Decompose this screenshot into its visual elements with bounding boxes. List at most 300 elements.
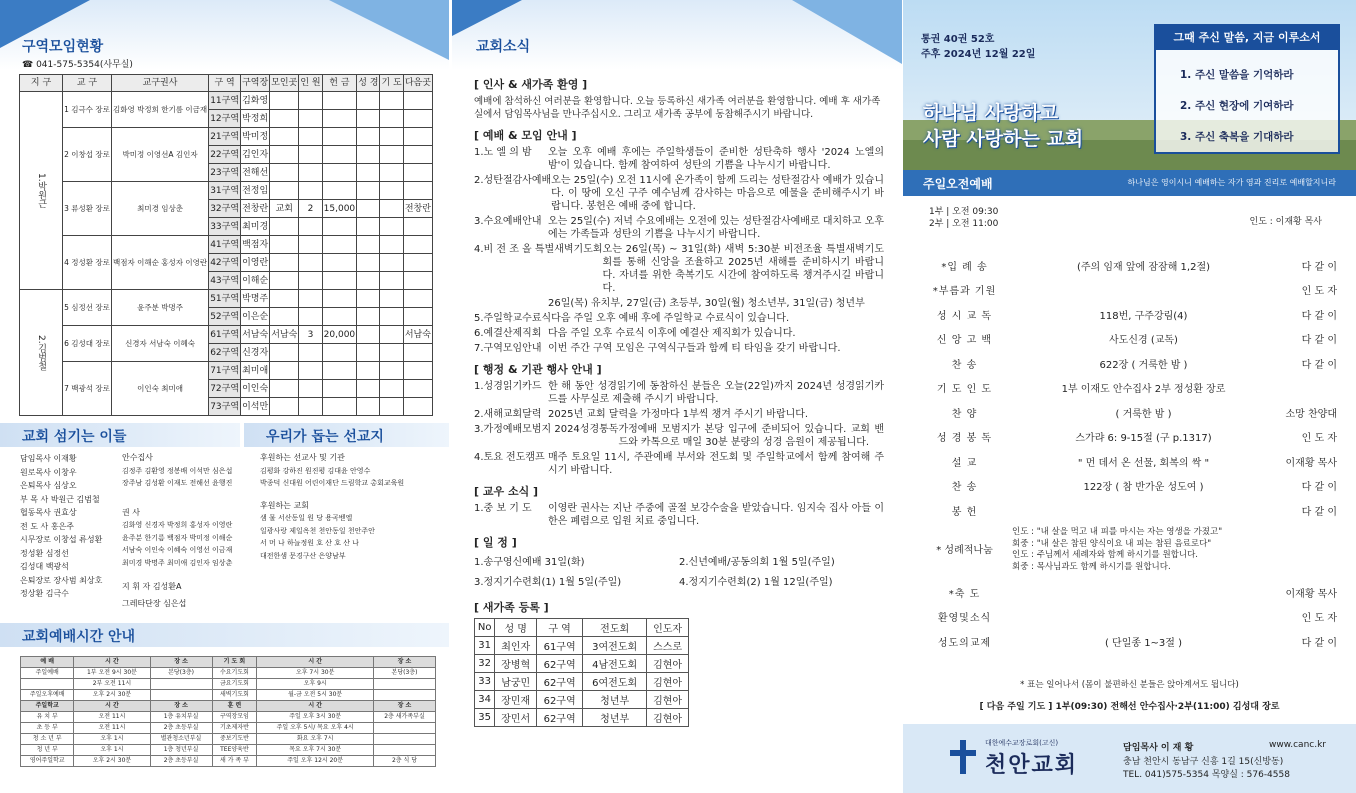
data-cell	[357, 254, 380, 272]
time-second: 2부 | 오전 11:00	[929, 219, 999, 229]
parish-cell: 6 김성대 장로	[63, 326, 112, 362]
data-cell	[357, 326, 380, 344]
table-cell: 2층 초등부실	[150, 723, 212, 734]
table-cell: 월-금 오전 5시 30분	[257, 690, 374, 701]
table-cell: 33	[475, 673, 495, 691]
order-item-leader: 다 같 이	[1301, 261, 1337, 273]
kwonsa-cell: 이인숙 최미애	[111, 362, 208, 416]
news-item-label: 7.구역모임안내	[474, 343, 542, 354]
column-header: 장 소	[150, 701, 212, 712]
table-cell: 2부 오전 11시	[74, 679, 150, 690]
data-cell	[380, 398, 403, 416]
data-cell	[270, 254, 299, 272]
data-cell	[299, 236, 322, 254]
communion-text	[1012, 527, 1222, 573]
data-cell	[403, 254, 432, 272]
table-cell: 기초제자반	[212, 723, 257, 734]
data-cell	[357, 164, 380, 182]
order-item-name: *부름과 기원	[932, 286, 997, 298]
table-cell: 4남전도회	[583, 655, 647, 673]
column-header: 교구권사	[111, 75, 208, 92]
zone-cell: 71구역	[209, 362, 241, 380]
zone-cell: 32구역	[209, 200, 241, 218]
table-head-row	[21, 701, 436, 712]
data-cell	[322, 146, 357, 164]
table-cell: 62구역	[537, 691, 583, 709]
admin-heading: [ 행정 & 기관 행사 안내 ]	[474, 363, 602, 376]
table-row	[21, 679, 436, 690]
data-cell	[322, 290, 357, 308]
zone-cell: 31구역	[209, 182, 241, 200]
data-cell	[380, 92, 403, 110]
table-cell: 김현아	[647, 709, 689, 727]
table-cell: 김현아	[647, 691, 689, 709]
zone-cell: 62구역	[209, 344, 241, 362]
table-row	[475, 709, 689, 727]
table-cell: 스스로	[647, 637, 689, 655]
order-item-name: 설 교	[951, 457, 978, 469]
news-item-label: 4.토요 전도캠프	[474, 452, 545, 463]
name-line: 박종덕 신대원 어린이재단 드림학교 총회교육원	[260, 479, 405, 487]
table-cell	[150, 690, 212, 701]
data-cell	[299, 290, 322, 308]
name-line: 샘 물 서산동일 원 당 용곡벧엘	[260, 514, 353, 522]
order-item-detail: 622장 ( 거룩한 밤 )	[1099, 359, 1188, 371]
data-cell	[299, 110, 322, 128]
order-item-leader: 인 도 자	[1301, 286, 1337, 298]
data-cell	[270, 290, 299, 308]
slogan	[923, 100, 1083, 152]
table-cell: 3여전도회	[583, 637, 647, 655]
table-cell: 본당(3층)	[374, 668, 436, 679]
zone-cell: 12구역	[209, 110, 241, 128]
table-cell: 오후 2시 30분	[74, 756, 150, 767]
table-cell: 35	[475, 709, 495, 727]
data-cell	[322, 380, 357, 398]
data-cell	[403, 128, 432, 146]
order-item-leader: 이재황 목사	[1285, 588, 1337, 600]
order-item-leader: 소망 찬양대	[1285, 408, 1337, 420]
table-cell: 수요기도회	[212, 668, 257, 679]
name-line: 김평화 강하진 원진평 김대윤 안영수	[260, 466, 371, 475]
table-cell: 오후 2시 30분	[74, 690, 150, 701]
table-row	[21, 723, 436, 734]
data-cell	[357, 110, 380, 128]
kwonsa-cell: 박미정 이영선A 김인자	[111, 128, 208, 182]
table-cell: 2층 초등부실	[150, 756, 212, 767]
table-cell: 새벽기도회	[212, 690, 257, 701]
prayer-request: 1.중 보 기 도 이영란 권사는 지난 주중에 골절 보강수술을 받았습니다. 임지숙 집사 아들 이한은 폐렴으로 입원 치료 중입니다.	[474, 503, 884, 527]
data-cell	[357, 146, 380, 164]
table-cell	[374, 690, 436, 701]
servant-entry: 협동목사 권효상	[20, 508, 77, 517]
worship-heading: [ 예배 & 모임 안내 ]	[474, 129, 577, 142]
order-item-name: 찬 송	[951, 482, 978, 494]
data-cell	[357, 128, 380, 146]
communion-line: 회중 : "내 살은 참된 양식이요 내 피는 참된 음료로다"	[1012, 538, 1212, 549]
order-item-name: 환영및소식	[937, 613, 992, 625]
table-cell: 6여전도회	[583, 673, 647, 691]
data-cell	[380, 182, 403, 200]
service-leader: 인도 : 이재황 목사	[1249, 217, 1322, 227]
pastor-name: 담임목사 이 재 황	[1123, 743, 1194, 753]
missions-block	[260, 452, 445, 562]
leader-cell: 최미경	[241, 218, 270, 236]
news-item	[474, 312, 884, 325]
table-cell: 1층 유치부실	[150, 712, 212, 723]
order-item-name: 성도의교제	[937, 637, 992, 649]
column-header: 훈 련	[212, 701, 257, 712]
news-item-text: 한 해 동안 성경읽기에 동참하신 분들은 오늘(22일)까지 2024년 성경읽기카드를 사무실로 제출해 주시기 바랍니다.	[548, 381, 884, 405]
news-item-label: 3.수요예배안내	[474, 216, 542, 227]
data-cell: 교회	[270, 200, 299, 218]
table-cell: 별관청소년부실	[150, 734, 212, 745]
table-cell: 오전 11시	[74, 712, 150, 723]
data-cell	[357, 308, 380, 326]
order-item-name: 성 시 교 독	[936, 310, 993, 322]
data-cell: 서남숙	[270, 326, 299, 344]
table-cell: 오전 11시	[74, 723, 150, 734]
column-header: 주일학교	[21, 701, 74, 712]
order-item-leader: 다 같 이	[1301, 359, 1337, 371]
leader-cell: 김화영	[241, 92, 270, 110]
data-cell	[299, 398, 322, 416]
table-cell: 62구역	[537, 655, 583, 673]
zone-cell: 23구역	[209, 164, 241, 182]
data-cell	[357, 362, 380, 380]
data-cell	[322, 398, 357, 416]
table-cell: 오후 1시	[74, 734, 150, 745]
order-item-leader: 이재황 목사	[1285, 457, 1337, 469]
website-link[interactable]: www.canc.kr	[1268, 740, 1326, 750]
leader-cell: 서남숙	[241, 326, 270, 344]
table-cell: 김현아	[647, 655, 689, 673]
table-cell: 장민서	[495, 709, 537, 727]
table-cell: 초 등 부	[21, 723, 74, 734]
table-cell: 오후 1시	[74, 745, 150, 756]
table-cell: TEE양육반	[212, 745, 257, 756]
zone-cell: 33구역	[209, 218, 241, 236]
service-title: 주일오전예배	[923, 177, 993, 191]
data-cell	[299, 164, 322, 182]
table-cell: 주일 오후 3시 30분	[257, 712, 374, 723]
data-cell: 3	[299, 326, 322, 344]
order-item-leader: 인 도 자	[1301, 433, 1337, 445]
table-cell: 남궁민	[495, 673, 537, 691]
table-row	[475, 655, 689, 673]
schedule-item: 2.신년예배/공동의회 1월 5일(주일)	[679, 557, 835, 568]
column-header: 장 소	[150, 657, 212, 668]
schedule-item: 1.송구영신예배 31일(화)	[474, 557, 585, 568]
servant-entry: 시무장로 이창섭 류성환	[20, 535, 103, 544]
gwonsa-title: 권 사	[122, 507, 140, 517]
members-heading: [ 교우 소식 ]	[474, 485, 539, 498]
table-cell	[374, 679, 436, 690]
data-cell	[357, 290, 380, 308]
news-item-text: 다음 주일 오후 예배 후에 주일학교 수료식이 있습니다.	[551, 313, 790, 324]
data-cell	[322, 218, 357, 236]
missionary-list	[260, 465, 445, 490]
parish-cell: 2 이창섭 장로	[63, 128, 112, 182]
motto-box	[1154, 24, 1340, 154]
table-cell: 청 년 부	[21, 745, 74, 756]
zone-cell: 52구역	[209, 308, 241, 326]
data-cell	[380, 308, 403, 326]
table-row	[21, 756, 436, 767]
address: 충남 천안시 동남구 신흥 1길 15(신방동)	[1123, 757, 1284, 767]
worship-times-title: 교회예배시간 안내	[0, 623, 449, 647]
newcomer-table	[474, 618, 689, 727]
parish-cell: 5 심정선 장로	[63, 290, 112, 326]
column-header: 성 명	[495, 619, 537, 637]
order-item	[917, 605, 1356, 630]
schedule-item: 3.정지기수련회(1) 1월 5일(주일)	[474, 577, 622, 588]
name-line: 윤주분 한기름 백점자 박미정 이해순	[122, 533, 233, 542]
column-header: 장 소	[374, 701, 436, 712]
table-cell: 오후 9시	[257, 679, 374, 690]
motto-item: 1. 주신 말씀을 기억하라	[1180, 69, 1294, 81]
column-header: 시 간	[257, 701, 374, 712]
news-item	[474, 174, 884, 213]
data-cell	[380, 146, 403, 164]
office-phone: ☎ 041-575-5354(사무실)	[22, 60, 133, 70]
servant-entry: 전 도 사 홍은주	[20, 521, 74, 531]
data-cell	[322, 272, 357, 290]
communion-row	[917, 527, 1356, 573]
district-panel	[0, 0, 449, 793]
data-cell	[357, 218, 380, 236]
leader-cell: 이해순	[241, 272, 270, 290]
data-cell	[299, 92, 322, 110]
leader-cell: 이인숙	[241, 380, 270, 398]
table-head-row	[21, 657, 436, 668]
zone-cell: 41구역	[209, 236, 241, 254]
data-cell	[380, 218, 403, 236]
denomination: 대한예수교장로회(고신)	[985, 739, 1059, 747]
service-verse: 하나님은 영이시니 예배하는 자가 영과 진리로 예배할지니라	[1127, 178, 1336, 187]
data-cell	[403, 236, 432, 254]
order-item-detail: 118번, 구주강림(4)	[1099, 310, 1188, 322]
order-item	[917, 474, 1356, 499]
column-header: 시 간	[74, 657, 150, 668]
data-cell	[380, 272, 403, 290]
newcomer-heading: [ 새가족 등록 ]	[474, 601, 549, 614]
order-item-detail: " 먼 데서 온 선물, 회복의 싹 "	[1077, 457, 1210, 469]
table-cell: 1층 청년부실	[150, 745, 212, 756]
data-cell	[380, 200, 403, 218]
issue-info	[921, 32, 1035, 62]
table-cell: 1부 오전 9시 30분	[74, 668, 150, 679]
church-name: 천안교회	[985, 753, 1079, 778]
order-item	[917, 302, 1356, 327]
issue-number: 통권 40권 52호	[921, 34, 995, 45]
news-item	[474, 451, 884, 477]
data-cell	[270, 344, 299, 362]
data-cell	[357, 344, 380, 362]
data-cell	[380, 128, 403, 146]
dawn-prayer-schedule: 26일(목) 유치부, 27일(금) 초등부, 30일(월) 청소년부, 31일(금) 청년부	[548, 298, 865, 309]
data-cell	[270, 380, 299, 398]
order-item-leader: 다 같 이	[1301, 482, 1337, 494]
table-row	[20, 290, 433, 308]
data-cell	[322, 92, 357, 110]
data-cell	[380, 380, 403, 398]
column-header: 다음곳	[403, 75, 432, 92]
motto-title: 그때 주신 말씀, 지금 이루소서	[1156, 26, 1338, 50]
order-item-leader: 다 같 이	[1301, 506, 1337, 518]
column-header: 모인곳	[270, 75, 299, 92]
data-cell	[270, 146, 299, 164]
data-cell	[299, 254, 322, 272]
order-item-leader: 다 같 이	[1301, 335, 1337, 347]
leader-cell: 이영란	[241, 254, 270, 272]
order-item-name: 봉 헌	[951, 506, 978, 518]
news-item	[474, 243, 884, 295]
kwonsa-cell: 백점자 이해순 홍성자 이영란	[111, 236, 208, 290]
zone-cell: 73구역	[209, 398, 241, 416]
column-header: 헌 금	[322, 75, 357, 92]
news-item	[474, 146, 884, 172]
time-first: 1부 | 오전 09:30	[929, 207, 999, 217]
servant-entry: 은퇴장로 장사범 최상호	[20, 575, 103, 585]
order-item	[917, 351, 1356, 376]
standing-note: * 표는 일어나서 (몸이 불편하신 분들은 앉아계셔도 됩니다)	[1020, 680, 1239, 690]
gwonsa-list	[122, 519, 246, 569]
communion-line: 회중 : 목사님과도 함께 하시기를 원합니다.	[1012, 561, 1171, 572]
data-cell: 2	[299, 200, 322, 218]
data-cell	[322, 308, 357, 326]
data-cell: 15,000	[322, 200, 357, 218]
zone-cell: 43구역	[209, 272, 241, 290]
motto-item: 3. 주신 축복을 기대하라	[1180, 131, 1294, 143]
kwonsa-cell: 윤주분 박명주	[111, 290, 208, 326]
leader-cell: 이은순	[241, 308, 270, 326]
column-header: 시 간	[257, 657, 374, 668]
data-cell	[403, 398, 432, 416]
district-title: 구역모임현황	[22, 39, 104, 55]
order-item-leader: 인 도 자	[1301, 613, 1337, 625]
data-cell	[357, 236, 380, 254]
news-title: 교회소식	[476, 39, 531, 55]
news-item-label: 6.예결산제직회	[474, 328, 542, 339]
telephone: TEL. 041)575-5354 목양실 : 576-4558	[1123, 770, 1290, 780]
data-cell	[380, 164, 403, 182]
data-cell	[299, 146, 322, 164]
table-row	[475, 637, 689, 655]
data-cell	[380, 110, 403, 128]
data-cell	[270, 362, 299, 380]
column-header: 전도회	[583, 619, 647, 637]
table-cell	[374, 745, 436, 756]
data-cell: 20,000	[322, 326, 357, 344]
table-cell: 61구역	[537, 637, 583, 655]
order-of-service	[917, 253, 1356, 523]
leader-cell: 전창란	[241, 200, 270, 218]
table-cell: 62구역	[537, 709, 583, 727]
order-item	[917, 425, 1356, 450]
table-cell: 주일 오후 5시/ 목요 오후 4시	[257, 723, 374, 734]
order-item	[917, 629, 1356, 654]
news-item-label: 1.노 엘 의 밤	[474, 147, 532, 158]
service-band	[903, 170, 1356, 196]
greeting-text: 예배에 참석하신 여러분을 환영합니다. 오늘 등록하신 새가족 여러분을 환영합니다. 예배 후 새가족실에서 담임목사님을 만나주십시오. 그리고 새가족 공부에 동참해주시기 바랍니다.	[474, 96, 881, 120]
table-cell: 34	[475, 691, 495, 709]
zone-cell: 51구역	[209, 290, 241, 308]
church-logo-icon	[948, 740, 978, 774]
communion-label: * 성례적나눔	[936, 545, 993, 556]
table-row	[20, 128, 433, 146]
news-item-label: 5.주일학교수료식	[474, 313, 552, 324]
order-item-name: 기 도 인 도	[936, 384, 993, 396]
data-cell	[403, 164, 432, 182]
order-item	[917, 253, 1356, 278]
order-item-name: 신 앙 고 백	[936, 335, 993, 347]
column-header: 인 원	[299, 75, 322, 92]
order-item-name: *축 도	[948, 588, 981, 600]
conductor: 지 휘 자 김성환A	[122, 582, 182, 591]
news-item-text: 오는 26일(목) ~ 31일(화) 새벽 5:30분 비전조율 특별새벽기도회를 통해 신앙을 조율하고 2025년 새해를 준비하시기 바랍니다. 자녀를 위한 축복기도 시간에 참여하도록 챙겨주시길 바랍니다.	[602, 244, 884, 294]
table-cell: 최인자	[495, 637, 537, 655]
zone-cell: 42구역	[209, 254, 241, 272]
table-row	[20, 92, 433, 110]
table-cell: 김현아	[647, 673, 689, 691]
data-cell	[403, 380, 432, 398]
order-item	[917, 400, 1356, 425]
order-item-detail: ( 단일종 1~3절 )	[1104, 637, 1183, 649]
parish-cell: 1 김극수 장로	[63, 92, 112, 128]
missionary-title: 후원하는 선교사 및 기관	[260, 453, 345, 462]
table-cell: 금요기도회	[212, 679, 257, 690]
table-row	[21, 690, 436, 701]
news-item-text: 가정예배 모범지가 본당 입구에 준비되어 있습니다. 교회 밴드와 카톡으로 매일 30분 분량의 성경 음원이 제공됩니다.	[618, 424, 884, 448]
table-cell: 화요 오후 7시	[257, 734, 374, 745]
news-item-text: 오는 25일(수) 오전 11시에 온가족이 함께 드리는 성탄절감사 예배가 있습니다. 이 땅에 오신 구주 예수님께 감사하는 마음으로 예물을 준비해주시기 바랍니다. 봉헌은 예배 중에 합니다.	[551, 175, 884, 212]
news-item-label: 4.비 전 조 올 특별새벽기도회	[474, 244, 603, 255]
servant-entry: 은퇴목사 심상오	[20, 481, 77, 490]
data-cell	[299, 182, 322, 200]
leader-cell: 박미정	[241, 128, 270, 146]
issue-date: 주후 2024년 12월 22일	[921, 49, 1036, 60]
order-item	[917, 580, 1356, 605]
order-item-name: 찬 양	[951, 408, 978, 420]
table-row	[20, 362, 433, 380]
order-item	[917, 278, 1356, 303]
table-cell: 영어주일학교	[21, 756, 74, 767]
data-cell	[270, 398, 299, 416]
servant-entry: 김성대 백광석	[20, 562, 69, 571]
column-header: 시 간	[74, 701, 150, 712]
data-cell	[299, 128, 322, 146]
table-row	[20, 326, 433, 344]
table-cell: 새 가 족 부	[212, 756, 257, 767]
order-item-detail: ( 거룩한 밤 )	[1115, 408, 1172, 420]
table-cell: 2층 식 당	[374, 756, 436, 767]
table-cell: 본당(3층)	[150, 668, 212, 679]
data-cell	[380, 290, 403, 308]
table-row	[21, 734, 436, 745]
table-cell	[150, 679, 212, 690]
news-item	[474, 408, 884, 421]
zone-cell: 11구역	[209, 92, 241, 110]
name-line: 장주남 김성환 이재도 전해선 윤행진	[122, 479, 233, 487]
schedule-item: 4.정지기수련회(2) 1월 12일(주일)	[679, 577, 833, 588]
data-cell	[403, 272, 432, 290]
leader-cell: 박명주	[241, 290, 270, 308]
servants-list	[20, 452, 120, 601]
news-item-text: 매주 토요일 11시, 주관예배 부서와 전도회 및 주일학교에서 함께 참여해 주시기 바랍니다.	[548, 452, 884, 476]
slogan-line-1: 하나님 사랑하고	[923, 102, 1059, 124]
leader-cell: 백점자	[241, 236, 270, 254]
